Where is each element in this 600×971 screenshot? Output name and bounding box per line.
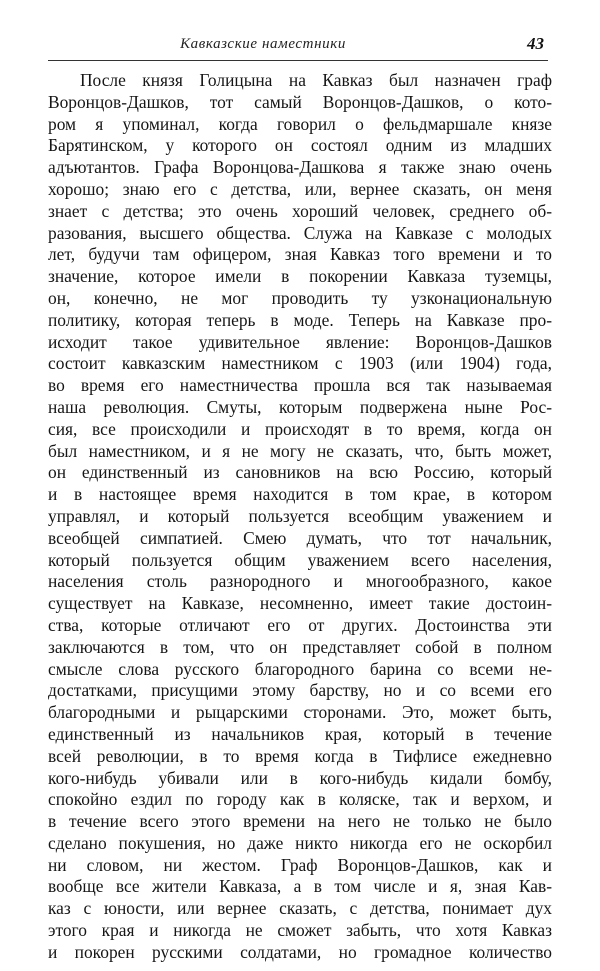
text-line: каз с юности, или вернее сказать, с детства, понимает дух [48,898,552,919]
text-line: кого-нибудь убивали или в кого-нибудь кидали бомбу, [48,767,552,788]
text-line: ства, которые отличают его от других. Достоинства эти [48,614,552,635]
text-line: смысле слова русского благородного барина со всеми не- [48,658,552,679]
text-line: управлял, и который пользуется всеобщим уважением и [48,505,552,526]
text-line: спокойно ездил по городу как в коляске, так и верхом, и [48,789,552,810]
text-line: заключаются в том, что он представляет собой в полном [48,636,552,657]
text-line: знает с детства; это очень хороший человек, среднего об- [48,200,552,221]
body-text [48,70,552,964]
text-line: значение, которое имели в покорении Кавказа туземцы, [48,266,552,287]
text-line: во время его наместничества прошла вся так называемая [48,375,552,396]
text-line: благородными и рыцарскими сторонами. Это, может быть, [48,702,552,723]
page-number: 43 [527,34,544,53]
text-line: этого края и никогда не сможет забыть, что хотя Кавказ [48,920,552,941]
text-line: хорошо; знаю его с детства, или, вернее сказать, он меня [48,178,552,199]
text-line: После князя Голицына на Кавказ был назначен граф [80,70,552,90]
text-line: который пользуется общим уважением всего населения, [48,549,552,570]
running-title: Кавказские наместники [180,36,346,52]
text-line: и в настоящее время находится в том крае, в котором [48,484,552,505]
text-line: достатками, присущими этому барству, но и со всеми его [48,680,552,701]
text-line: в течение всего этого времени на него не только не было [48,811,552,832]
text-line: наша революция. Смуты, которым подвержена ныне Рос- [48,396,552,417]
text-line: Барятинском, у которого он состоял одним из младших [48,135,552,156]
text-line: адъютантов. Графа Воронцова-Дашкова я также знаю очень [48,157,552,178]
text-line: он, конечно, не мог проводить ту узконациональную [48,287,552,308]
text-line: сделано покушения, но даже никто никогда его не оскорбил [48,832,552,853]
text-line: он единственный из сановников на всю Россию, который [48,462,552,483]
text-line: всей революции, в то время когда в Тифлисе ежедневно [48,745,552,766]
text-line: существует на Кавказе, несомненно, имеет такие достоин- [48,593,552,614]
text-line: ром я упоминал, когда говорил о фельдмаршале князе [48,113,552,134]
text-line: Воронцов-Дашков, тот самый Воронцов-Дашков, о кото- [48,91,552,112]
text-line: был наместником, и я не могу не сказать, что, быть может, [48,440,552,461]
running-head [48,34,548,56]
text-line: состоит кавказским наместником с 1903 (или 1904) года, [48,353,552,374]
text-line: ни словом, ни жестом. Граф Воронцов-Дашков, как и [48,854,552,875]
text-line: всеобщей симпатией. Смею думать, что тот начальник, [48,527,552,548]
header-rule [48,60,548,61]
text-line: сия, все происходили и происходят в то время, когда он [48,418,552,439]
text-line: политику, которая теперь в моде. Теперь на Кавказе про- [48,309,552,330]
text-line: вообще все жители Кавказа, а в том числе и я, зная Кав- [48,876,552,897]
text-line: населения столь разнородного и многообразного, какое [48,571,552,592]
text-line: разования, высшего общества. Служа на Кавказе с молодых [48,222,552,243]
text-line: и покорен русскими солдатами, но громадное количество [48,941,552,962]
text-line: исходит такое удивительное явление: Воронцов-Дашков [48,331,552,352]
text-line: лет, будучи там офицером, зная Кавказ того времени и то [48,244,552,265]
text-line: единственный из начальников края, который в течение [48,723,552,744]
